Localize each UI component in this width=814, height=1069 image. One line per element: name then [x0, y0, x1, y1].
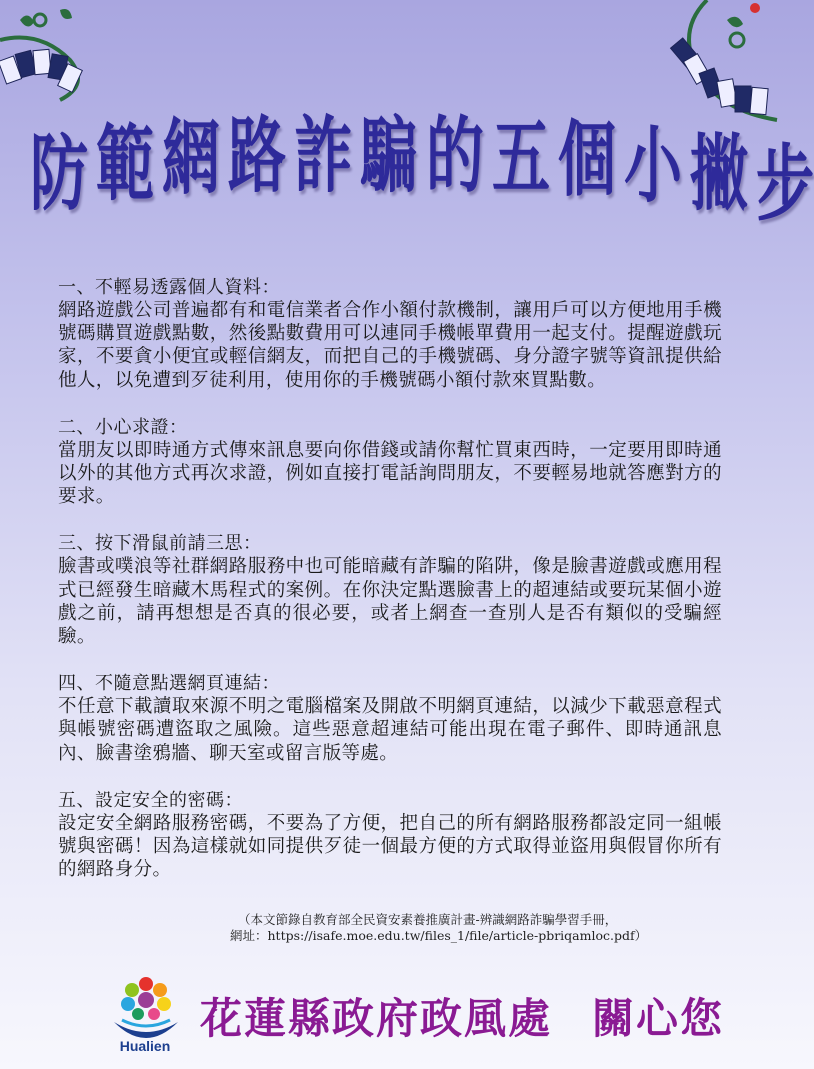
vine-piano-decoration-icon [0, 0, 110, 110]
title-char: 防 [29, 125, 89, 222]
page-title [20, 107, 814, 275]
footer-org-name: 花蓮縣政府政風處 [200, 994, 553, 1043]
section-body: 設定安全網路服務密碼，不要為了方便，把自己的所有網路服務都設定同一組帳號與密碼！因為這樣就如同提供歹徒一個最方便的方式取得並盜用與假冒你所有的網路身分。 [58, 812, 722, 881]
article-content [58, 276, 722, 905]
title-char: 五 [491, 109, 551, 206]
title-char: 的 [425, 107, 485, 204]
title-char: 詐 [293, 107, 353, 204]
footer-slogan: 關心您 [592, 994, 725, 1043]
section-heading: 四、不隨意點選網頁連結： [58, 673, 280, 695]
title-char: 個 [557, 111, 617, 208]
title-char: 撇 [689, 125, 749, 222]
section-heading: 三、按下滑鼠前請三思： [58, 533, 262, 555]
footer-org [200, 986, 724, 1046]
title-char: 範 [95, 115, 155, 212]
tip-section [58, 672, 722, 765]
section-body: 網路遊戲公司普遍都有和電信業者合作小額付款機制，讓用戶可以方便地用手機號碼購買遊戲點數，然後點數費用可以連同手機帳單費用一起支付。提醒遊戲玩家，不要貪小便宜或輕信網友，而把自己的手機號碼、身分證字號等資訊提供給他人，以免遭到歹徒利用，使用你的手機號碼小額付款來買點數。 [58, 300, 722, 391]
section-heading: 二、小心求證： [58, 416, 188, 438]
vine-piano-decoration-icon [637, 0, 777, 125]
source-line: （本文節錄自教育部全民資安素養推廣計畫-辨識網路詐騙學習手冊， [238, 912, 618, 927]
title-char: 小 [623, 117, 683, 214]
tip-section [58, 416, 722, 509]
logo-text: Hualien [119, 1038, 171, 1054]
section-heading: 五、設定安全的密碼： [58, 789, 243, 811]
section-body: 當朋友以即時通方式傳來訊息要向你借錢或請你幫忙買東西時，一定要用即時通以外的其他方式再次求證，例如直接打電話詢問朋友，不要輕易地就答應對方的要求。 [58, 439, 722, 508]
tip-section [58, 276, 722, 392]
source-note [230, 912, 730, 944]
title-char: 網 [161, 109, 221, 206]
source-url-line: 網址：https://isafe.moe.edu.tw/files_1/file/article-pbriqamloc.pdf） [230, 928, 648, 943]
tip-section [58, 532, 722, 648]
tip-section [58, 789, 722, 882]
section-body: 臉書或噗浪等社群網路服務中也可能暗藏有詐騙的陷阱，像是臉書遊戲或應用程式已經發生暗藏木馬程式的案例。在你決定點選臉書上的超連結或要玩某個小遊戲之前，請再想想是否真的很必要，或者上網查一查別人是否有類似的受騙經驗。 [58, 556, 722, 648]
title-char: 騙 [359, 107, 419, 204]
title-char: 步 [755, 135, 814, 232]
title-char: 路 [227, 107, 287, 204]
section-body: 不任意下載讀取來源不明之電腦檔案及開啟不明網頁連結，以減少下載惡意程式與帳號密碼遭盜取之風險。這些惡意超連結可能出現在電子郵件、即時通訊息內、臉書塗鴉牆、聊天室或留言版等處。 [58, 696, 722, 764]
section-heading: 一、不輕易透露個人資料： [58, 277, 280, 298]
